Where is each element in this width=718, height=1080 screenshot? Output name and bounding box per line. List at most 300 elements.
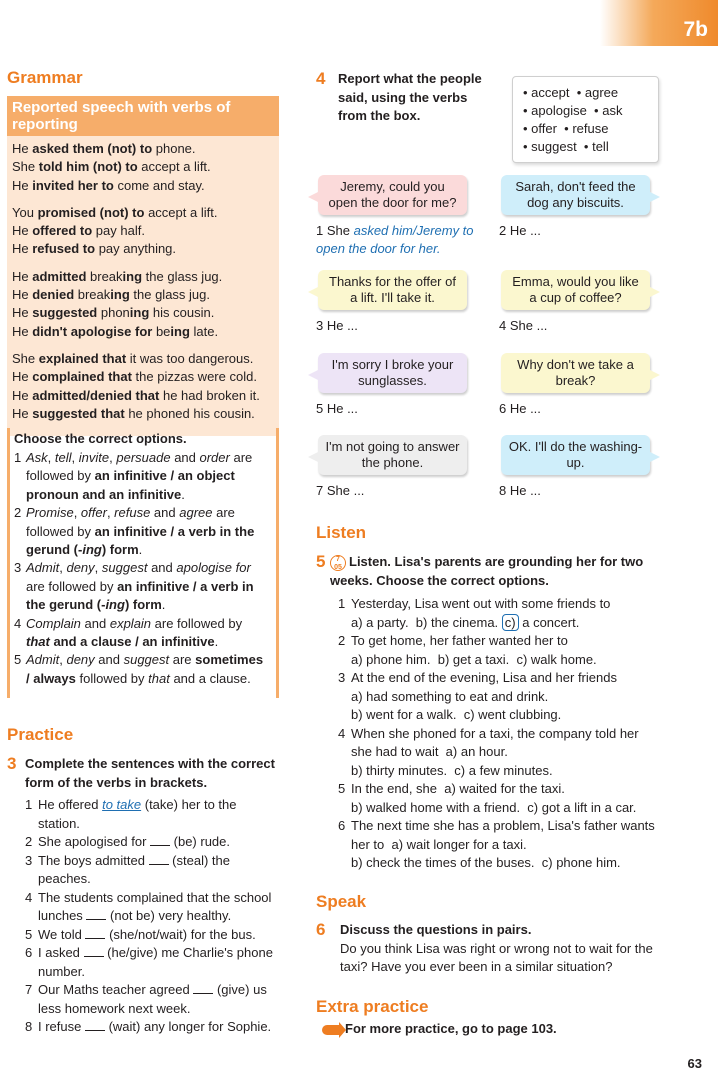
example-sentence — [12, 177, 274, 195]
rules-list — [14, 449, 268, 688]
item-number: 1 — [25, 797, 33, 812]
report-line — [499, 400, 664, 418]
text-run: The students complained that the school lunches — [38, 889, 272, 923]
text-run: . — [181, 486, 185, 502]
text-run: (be) rude. — [170, 834, 231, 849]
bubble-tail — [648, 286, 660, 298]
text-run: I refuse — [38, 1019, 85, 1034]
verb-row — [513, 84, 658, 102]
text-run: We told — [38, 926, 86, 942]
exercise-3 — [7, 755, 282, 1037]
verb-option: • ask — [594, 103, 623, 118]
rule-item — [14, 651, 268, 688]
speech-bubble — [501, 353, 650, 393]
text-run: b) walked home with a friend. c) got a lift in a car. — [351, 799, 637, 815]
example-sentence — [12, 268, 274, 286]
exercise-6 — [316, 921, 671, 977]
text-run: ing — [170, 323, 190, 339]
text-run: ) form — [101, 542, 139, 558]
answer-blank[interactable] — [149, 854, 169, 865]
item-number: 2 — [25, 834, 33, 849]
verb-box — [512, 76, 659, 163]
text-run: He — [12, 177, 33, 193]
item-number: 2 — [14, 505, 22, 521]
text-run: the glass jug. — [129, 287, 210, 303]
practice-item — [25, 796, 282, 833]
text-run: ing — [82, 542, 102, 558]
text-run: phone. — [152, 141, 196, 156]
text-run: . — [161, 597, 166, 613]
text-run: he had broken it. — [159, 387, 260, 403]
item-number: 4 — [25, 889, 33, 905]
text-run: She apologised for — [38, 834, 151, 849]
example-sentence — [12, 387, 274, 405]
text-run: , — [109, 450, 117, 465]
exercise-4 — [316, 70, 501, 126]
item-number: 7 — [25, 982, 33, 997]
item-number: 5 — [338, 781, 346, 796]
text-run: a concert. — [518, 614, 580, 630]
extra-practice-link[interactable] — [322, 1021, 557, 1036]
text-run: told him (not) to — [38, 159, 138, 175]
text-run: , — [73, 505, 81, 521]
answer-blank[interactable] — [150, 835, 170, 846]
text-run: (wait) any longer for Sophie. — [104, 1019, 272, 1034]
listen-item — [338, 725, 668, 781]
item-number: 1 — [338, 596, 346, 611]
exercise-instruction: Listen. Lisa's parents are grounding her for two weeks. Choose the correct options. — [330, 554, 644, 588]
bubble-tail — [648, 451, 660, 463]
text-run: and — [170, 450, 200, 465]
rule-item — [14, 504, 268, 559]
text-run: and a clause. — [169, 670, 251, 686]
text-run: He offered — [38, 797, 103, 812]
text-run: explain — [109, 615, 152, 631]
unit-label: 7b — [683, 18, 708, 41]
item-number: 6 — [338, 818, 346, 833]
item-number: 8 — [25, 1019, 33, 1034]
text-run: late. — [189, 323, 219, 339]
listen-line — [351, 762, 639, 781]
listen-line — [351, 706, 617, 725]
text-run: come and stay. — [113, 177, 205, 193]
text-run: , — [47, 450, 55, 465]
text-run: a) phone him. b) get a taxi. c) walk home. — [351, 651, 597, 667]
example-sentence — [12, 158, 274, 176]
text-run: tell — [54, 450, 72, 465]
listen-line — [351, 669, 617, 688]
page-number: 63 — [687, 1056, 702, 1071]
answer-blank[interactable] — [85, 1020, 105, 1031]
exercise-instruction: Discuss the questions in pairs. — [340, 922, 532, 937]
text-run: . — [214, 634, 219, 650]
report-line — [316, 222, 481, 258]
bubble-text: Emma, would you like a cup of coffee? — [512, 274, 639, 305]
listen-line — [351, 595, 610, 614]
listen-item — [338, 632, 668, 669]
verb-option: • offer — [523, 121, 565, 136]
text-run: be — [152, 323, 171, 339]
speech-bubble — [318, 435, 467, 475]
text-run: refused to — [32, 241, 96, 257]
bubble-text: Jeremy, could you open the door for me? — [328, 179, 457, 210]
text-run: suggest — [123, 652, 170, 668]
exercise-number: 5 — [316, 552, 326, 571]
text-run: didn't apologise for — [32, 323, 153, 339]
verb-option: • accept — [523, 85, 577, 100]
example-answer: asked him/Jeremy to open the door for her. — [316, 223, 474, 256]
report-line — [316, 317, 481, 335]
practice-item — [25, 833, 282, 852]
text-run: . — [138, 542, 143, 558]
text-run: suggested that — [32, 405, 125, 421]
text-run: agree — [179, 505, 213, 521]
text-run: Promise — [26, 505, 74, 521]
bubble-text: Thanks for the offer of a lift. I'll take it. — [329, 274, 456, 305]
text-run: are followed by — [26, 450, 253, 484]
text-run: accept a lift. — [137, 159, 211, 175]
example-sentence — [12, 286, 274, 304]
text-run: he phoned his cousin. — [124, 405, 255, 421]
exercise-number: 3 — [7, 754, 17, 773]
item-number: 4 — [338, 725, 346, 741]
text-run: ) form — [124, 597, 162, 613]
verb-option: • suggest — [523, 139, 584, 154]
practice-item — [25, 981, 282, 1018]
report-line — [499, 482, 664, 500]
listen-item — [338, 817, 668, 873]
item-number: 5 — [316, 401, 327, 416]
text-run: her to a) wait longer for a taxi. — [351, 836, 527, 852]
text-run: admitted/denied that — [32, 387, 160, 403]
listen-line — [351, 688, 617, 707]
exercise-number: 6 — [316, 920, 326, 939]
text-run: followed by — [75, 670, 149, 686]
example-sentence — [12, 140, 274, 158]
example-group — [12, 140, 274, 195]
report-line — [316, 482, 481, 500]
answer-blank[interactable] — [86, 909, 106, 920]
text-run: refuse — [114, 505, 151, 521]
item-number: 1 — [316, 223, 327, 238]
text-run: ing — [105, 597, 125, 613]
text-run: phon — [97, 305, 130, 321]
text-run: order — [199, 450, 230, 465]
text-run: and — [94, 652, 124, 668]
report-line — [499, 222, 664, 240]
text-run: and a clause / an infinitive — [49, 634, 215, 650]
item-number: 6 — [499, 401, 510, 416]
text-run: are followed by — [26, 505, 235, 539]
example-sentence — [12, 323, 274, 341]
text-run: (give) us less homework next week. — [38, 982, 267, 1016]
listen-item — [338, 780, 668, 817]
text-run: Admit — [26, 560, 60, 576]
exercise-instruction: Report what the people said, using the verbs from the box. — [338, 71, 482, 123]
text-run: promised (not) to — [37, 204, 145, 220]
text-run: She — [12, 159, 39, 175]
exercise-5 — [316, 553, 668, 873]
text-run: apologise for — [176, 560, 251, 576]
bubble-tail — [308, 369, 320, 381]
example-group — [12, 204, 274, 259]
text-run: She — [12, 350, 39, 366]
listen-line — [351, 817, 655, 836]
text-run: (he/give) me Charlie's phone number. — [38, 945, 273, 979]
unit-tab — [600, 0, 718, 46]
verb-row — [513, 102, 658, 120]
arrow-right-icon — [322, 1025, 340, 1035]
item-number: 2 — [338, 633, 346, 648]
speech-bubble — [501, 175, 650, 215]
item-number: 3 — [25, 852, 33, 868]
grammar-title: Grammar — [7, 68, 83, 87]
speech-bubble — [501, 270, 650, 310]
bubble-tail — [308, 451, 320, 463]
text-run: He — [12, 305, 33, 321]
text-run: a) had something to eat and drink. — [351, 688, 549, 704]
report-lead: She ... — [509, 318, 548, 333]
listen-list — [316, 595, 668, 873]
text-run: The boys admitted — [38, 852, 149, 868]
listen-line — [351, 780, 636, 799]
text-run: , — [59, 652, 67, 668]
text-run: (she/not/wait) for the bus. — [105, 926, 256, 942]
text-run: explained that — [38, 350, 127, 366]
text-run: He — [12, 405, 33, 421]
text-run: I asked — [38, 945, 84, 960]
text-run: are followed by — [151, 615, 243, 631]
answer-blank[interactable] — [193, 983, 213, 994]
bubble-text: Why don't we take a break? — [517, 357, 634, 388]
example-answer: to take — [102, 797, 142, 812]
speech-bubble — [318, 175, 467, 215]
text-run: , — [71, 450, 79, 465]
practice-item — [25, 944, 282, 981]
bubble-text: I'm not going to answer the phone. — [325, 439, 460, 470]
practice-item — [25, 1018, 282, 1037]
listen-line — [351, 614, 610, 633]
text-run: b) check the times of the buses. c) phone him. — [351, 855, 621, 870]
text-run: b) went for a walk. c) went clubbing. — [351, 707, 562, 722]
answer-blank[interactable] — [84, 946, 104, 957]
text-run: ing — [122, 268, 143, 284]
text-run: He — [12, 287, 33, 303]
text-run: an infinitive / a verb in the gerund (- — [26, 578, 254, 613]
answer-blank[interactable] — [85, 928, 105, 939]
text-run: Yesterday, Lisa went out with some friends to — [351, 596, 611, 611]
audio-track-icon[interactable]: 7 05 — [330, 555, 346, 571]
text-run: He — [12, 223, 33, 239]
text-run: , — [106, 505, 115, 521]
text-run: that — [148, 670, 170, 686]
exercise-instruction: Complete the sentences with the correct form of the verbs in brackets. — [25, 756, 275, 790]
text-run: deny — [66, 652, 95, 668]
text-run: persuade — [116, 450, 171, 465]
item-number: 8 — [499, 483, 510, 498]
text-run: The next time she has a problem, Lisa's father wants — [351, 818, 655, 833]
report-lead: She ... — [326, 483, 365, 498]
listen-line — [351, 632, 597, 651]
example-group — [12, 268, 274, 341]
example-sentence — [12, 240, 274, 258]
bubble-tail — [308, 191, 320, 203]
text-run: ing — [110, 287, 130, 303]
report-lead: He ... — [509, 223, 541, 238]
text-run: ing — [129, 305, 150, 321]
listen-item — [338, 669, 668, 725]
text-run: b) thirty minutes. c) a few minutes. — [351, 762, 553, 778]
item-number: 4 — [499, 318, 510, 333]
text-run: are — [169, 652, 196, 668]
text-run: You — [12, 204, 38, 220]
item-number: 3 — [316, 318, 327, 333]
text-run: , — [94, 560, 102, 576]
example-sentence — [12, 304, 274, 322]
rules-box — [7, 428, 279, 698]
text-run: invited her to — [32, 177, 114, 193]
grammar-examples — [7, 136, 279, 436]
text-run: and — [150, 505, 180, 521]
practice-title: Practice — [7, 725, 74, 744]
text-run: He — [12, 387, 33, 403]
verb-list — [513, 77, 658, 156]
text-run: In the end, she a) waited for the taxi. — [351, 781, 565, 796]
text-run: (steal) the peaches. — [38, 852, 230, 886]
extra-practice-title: Extra practice — [316, 997, 429, 1016]
rule-item — [14, 559, 268, 614]
text-run: and — [147, 560, 177, 576]
text-run: invite — [78, 450, 110, 465]
text-run: are followed by — [26, 578, 118, 594]
bubble-text: I'm sorry I broke your sunglasses. — [331, 357, 454, 388]
text-run: his cousin. — [149, 305, 215, 321]
text-run: pay anything. — [95, 241, 177, 257]
report-lead: She — [326, 223, 354, 238]
text-run: the glass jug. — [142, 268, 223, 284]
item-number: 7 — [316, 483, 327, 498]
verb-option: • tell — [583, 139, 609, 154]
text-run: an infinitive / an object pronoun and an infinitive — [26, 468, 235, 502]
text-run: Ask — [26, 450, 48, 465]
text-run: He — [12, 268, 33, 284]
text-run: accept a lift. — [144, 204, 218, 220]
speech-bubble — [318, 353, 467, 393]
practice-list — [7, 796, 282, 1037]
example-sentence — [12, 204, 274, 222]
listen-title: Listen — [316, 523, 367, 542]
practice-item — [25, 926, 282, 945]
text-run: Admit — [26, 652, 60, 668]
text-run: it was too dangerous. — [126, 350, 254, 366]
report-line — [499, 317, 664, 335]
item-number: 2 — [499, 223, 510, 238]
rule-item — [14, 615, 268, 652]
text-run: an infinitive / a verb in the gerund (- — [26, 523, 255, 558]
item-number: 3 — [338, 670, 346, 685]
rule-item — [14, 449, 268, 504]
example-sentence — [12, 405, 274, 423]
text-run: admitted — [32, 268, 87, 284]
exercise-number: 4 — [316, 69, 326, 88]
speak-title: Speak — [316, 892, 367, 911]
text-run: sometimes / always — [26, 652, 264, 686]
bubble-tail — [648, 191, 660, 203]
text-run: (not be) very healthy. — [106, 908, 232, 923]
text-run: He — [12, 241, 33, 257]
text-run: that — [26, 634, 50, 650]
text-run: denied — [32, 287, 75, 303]
bubble-tail — [648, 369, 660, 381]
report-lead: He ... — [326, 318, 358, 333]
listen-line — [351, 725, 639, 744]
example-group — [12, 350, 274, 423]
grammar-panel-title: Reported speech with verbs of reporting — [7, 96, 279, 136]
text-run: deny — [66, 560, 95, 576]
text-run: break — [74, 287, 111, 303]
grammar-panel — [7, 96, 279, 436]
text-run: At the end of the evening, Lisa and her friends — [351, 670, 617, 685]
text-run: offer — [80, 505, 107, 521]
text-run: the pizzas were cold. — [131, 369, 257, 385]
report-lead: He ... — [509, 483, 541, 498]
listen-line — [351, 836, 655, 855]
text-run: asked them (not) to — [32, 141, 153, 156]
text-run: offered to — [32, 223, 93, 239]
example-sentence — [12, 368, 274, 386]
item-number: 5 — [14, 652, 22, 668]
text-run: , — [59, 560, 67, 576]
text-run: break — [86, 268, 123, 284]
report-line — [316, 400, 481, 418]
text-run: a) a party. b) the cinema. — [351, 614, 502, 630]
discussion-questions: Do you think Lisa was right or wrong not to wait for the taxi? Have you ever been in a similar situation? — [340, 940, 653, 974]
bubble-text: OK. I'll do the washing-up. — [508, 439, 643, 470]
verb-option: • apologise — [523, 103, 595, 118]
example-sentence — [12, 222, 274, 240]
speech-bubble — [501, 435, 650, 475]
text-run: He — [12, 141, 33, 156]
item-number: 6 — [25, 945, 33, 960]
speech-bubble — [318, 270, 467, 310]
listen-line — [351, 799, 636, 818]
text-run: pay half. — [92, 223, 145, 239]
rules-question: Choose the correct options. — [14, 431, 187, 446]
text-run: complained that — [32, 369, 132, 385]
listen-line — [351, 743, 639, 762]
practice-item — [25, 889, 282, 926]
text-run: He — [12, 323, 33, 339]
verb-option: • refuse — [564, 121, 609, 136]
item-number: 3 — [14, 560, 22, 576]
example-sentence — [12, 350, 274, 368]
text-run: He — [12, 369, 33, 385]
verb-option: • agree — [576, 85, 619, 100]
extra-practice-text: For more practice, go to page 103. — [345, 1021, 557, 1036]
listen-item — [338, 595, 668, 632]
text-run: and — [80, 615, 110, 631]
circled-answer: c) — [502, 614, 519, 631]
text-run: (take) her to the station. — [38, 797, 237, 831]
text-run: To get home, her father wanted her to — [351, 633, 568, 648]
bubble-tail — [308, 286, 320, 298]
listen-line — [351, 854, 655, 873]
text-run: she had to wait a) an hour. — [351, 744, 508, 759]
text-run: Our Maths teacher agreed — [38, 982, 194, 997]
item-number: 4 — [14, 615, 22, 631]
text-run: When she phoned for a taxi, the company told her — [351, 725, 639, 741]
verb-row — [513, 138, 658, 156]
